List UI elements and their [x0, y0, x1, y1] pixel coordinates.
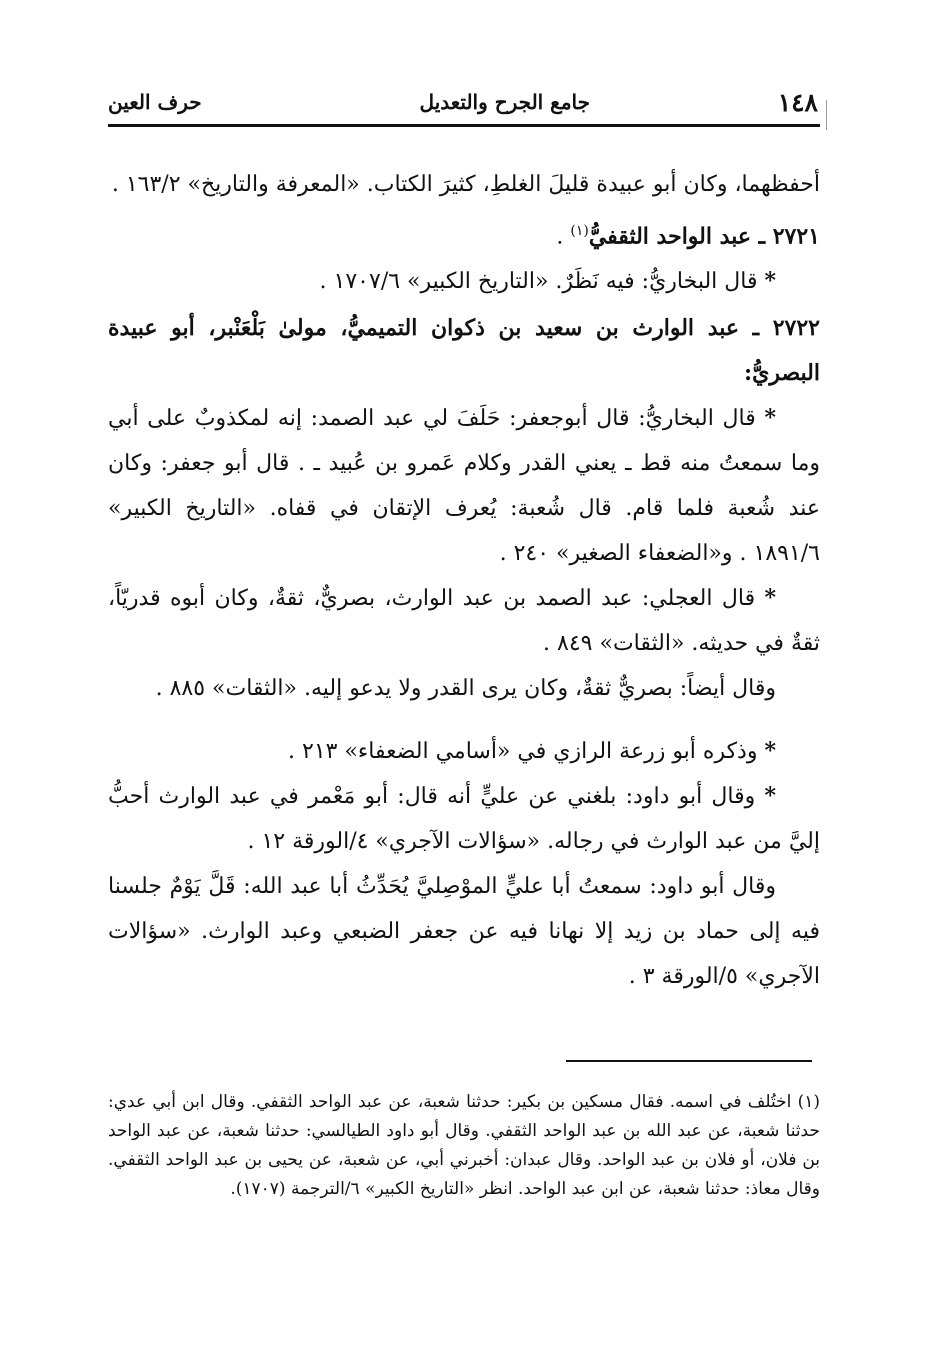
star-marker: * [764, 268, 776, 295]
header-rule [108, 124, 820, 127]
entry-2721-quote [108, 259, 820, 304]
entry-2722-quote-bukhari [108, 396, 820, 576]
footnote-text: (١) اختُلف في اسمه. فقال مسكين بن بكير: حدثنا شعبة، عن عبد الواحد الثقفي. وقال ابن أبي عدي: حدثنا شعبة، عن عبد الله بن عبد الواحد الثقفي. وقال أبو داود الطيالسي: حدثنا شعبة، عن عبد الواحد بن فلان، أو فلان بن عبد الواحد. وقال عبدان: أخبرني أبي، عن شعبة، عن يحيى بن عبد الواحد الثقفي. وقال معاذ: حدثنا شعبة، عن ابن عبد الواحد. انظر «التاريخ الكبير» ٦/الترجمة (١٧٠٧). [108, 1092, 820, 1199]
quote-text: قال البخاريُّ: فيه نَظَرٌ. «التاريخ الكبير» ١٧٠٧/٦ . [319, 269, 758, 295]
page-number: ١٤٨ [777, 88, 818, 117]
entry-heading-end: . [556, 224, 571, 250]
entry-2722-quote-abu-dawud [108, 774, 820, 864]
margin-mark [826, 100, 827, 130]
entry-2722-quote-abu-dawud-2: وقال أبو داود: سمعتُ أبا عليٍّ الموْصِليَّ يُحَدِّثُ أبا عبد الله: قَلَّ يَوْمٌ جلسنا فيه إلى حماد بن زيد إلا نهانا فيه عن جعفر الضبعي وعبد الوارث. «سؤالات الآجري» ٥/الورقة ٣ . [108, 874, 820, 990]
entry-2722-quote-abu-zura [108, 729, 820, 774]
entry-2721-heading [108, 209, 820, 259]
footnote [108, 1088, 820, 1204]
quote-text: وذكره أبو زرعة الرازي في «أسامي الضعفاء» ٢١٣ . [288, 739, 758, 765]
entry-2722-quote-ijli-2: وقال أيضاً: بصريٌّ ثقةٌ، وكان يرى القدر ولا يدعو إليه. «الثقات» ٨٨٥ . [155, 676, 776, 702]
star-marker: * [764, 783, 777, 810]
quote-text: وقال أبو داود: بلغني عن عليٍّ أنه قال: أبو مَعْمر في عبد الوارث أحبُّ إليَّ من عبد الوارث في رجاله. «سؤالات الآجري» ٤/الورقة ١٢ . [108, 784, 820, 855]
star-marker: * [764, 405, 776, 432]
main-text [108, 162, 820, 999]
entry-2722-quote-ijli [108, 576, 820, 666]
quote-text: قال العجلي: عبد الصمد بن عبد الوارث، بصريٌّ، ثقةٌ، وكان أبوه قدريّاً، ثقةٌ في حديثه. «الثقات» ٨٤٩ . [108, 586, 820, 657]
continuation-paragraph: أحفظهما، وكان أبو عبيدة قليلَ الغلطِ، كثيرَ الكتاب. «المعرفة والتاريخ» ١٦٣/٢ . [111, 172, 820, 197]
section-title: حرف العين [108, 90, 202, 114]
footnote-separator [566, 1060, 812, 1062]
page-header [108, 82, 818, 122]
star-marker: * [764, 585, 777, 612]
star-marker: * [764, 738, 776, 765]
book-title: جامع الجرح والتعديل [419, 90, 590, 114]
quote-text: قال البخاريُّ: قال أبوجعفر: حَلَفَ لي عبد الصمد: إنه لمكذوبٌ على أبي وما سمعتُ منه قط ـ يعني القدر وكلام عَمرو بن عُبيد ـ . قال أبو جعفر: وكان عند شُعبة فلما قام. قال شُعبة: يُعرف الإتقان في قفاه. «التاريخ الكبير» ١٨٩١/٦ . و«الضعفاء الصغير» ٢٤٠ . [108, 406, 820, 567]
entry-2722-heading: ٢٧٢٢ ـ عبد الوارث بن سعيد بن ذكوان التميميُّ، مولىٰ بَلْعَنْبر، أبو عبيدة البصريُّ: [108, 315, 820, 387]
entry-heading-text: ٢٧٢١ ـ عبد الواحد الثقفيُّ [588, 223, 820, 250]
footnote-reference: (١) [570, 223, 589, 239]
